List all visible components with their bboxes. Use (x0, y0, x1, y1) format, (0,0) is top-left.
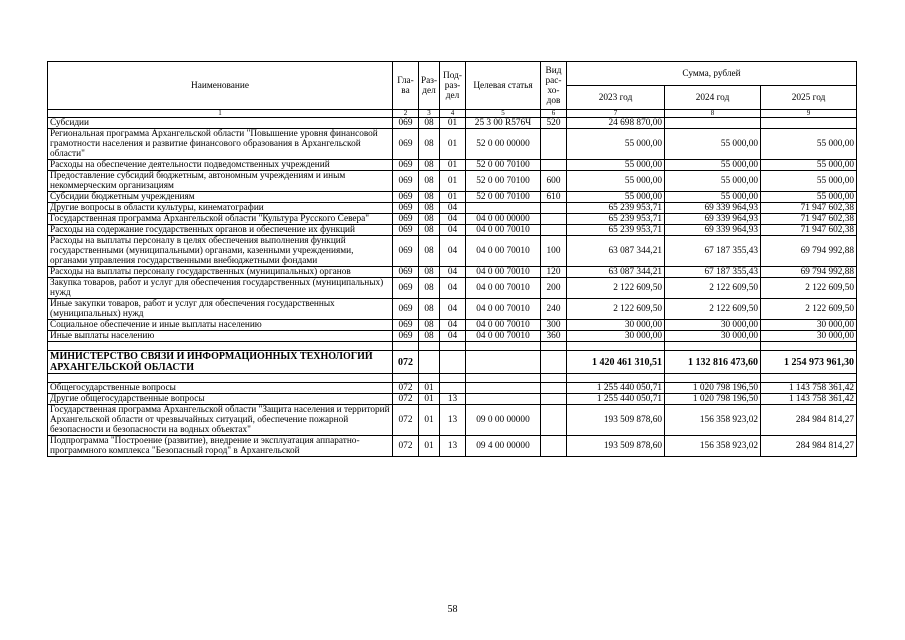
row-name: Закупка товаров, работ и услуг для обеспечения государственных (муниципальных) нужд (48, 278, 393, 299)
row-target-article: 04 0 00 70010 (466, 299, 541, 320)
row-podrazdel: 04 (440, 331, 466, 342)
row-glava: 069 (393, 118, 419, 129)
row-target-article: 52 0 00 70100 (466, 192, 541, 203)
col-number: 3 (419, 110, 440, 118)
row-glava: 069 (393, 278, 419, 299)
table-row (48, 192, 857, 203)
row-name: Расходы на выплаты персоналу государственных (муниципальных) органов (48, 267, 393, 278)
row-sum-2023: 65 239 953,71 (567, 214, 665, 225)
row-target-article (466, 342, 541, 351)
row-sum-2025: 2 122 609,50 (761, 299, 857, 320)
col-number: 6 (541, 110, 567, 118)
row-expense-type: 240 (541, 299, 567, 320)
row-sum-2025: 284 984 814,27 (761, 436, 857, 457)
row-expense-type: 100 (541, 236, 567, 267)
row-razdel: 08 (419, 320, 440, 331)
row-target-article: 04 0 00 70010 (466, 236, 541, 267)
row-target-article: 04 0 00 70010 (466, 320, 541, 331)
row-podrazdel: 01 (440, 160, 466, 171)
row-expense-type (541, 383, 567, 394)
table-row (48, 331, 857, 342)
row-glava: 072 (393, 394, 419, 405)
row-sum-2025: 69 794 992,88 (761, 267, 857, 278)
row-sum-2024: 67 187 355,43 (665, 236, 761, 267)
table-row (48, 203, 857, 214)
row-sum-2024: 2 122 609,50 (665, 299, 761, 320)
header-year-2023: 2023 год (567, 86, 665, 110)
row-podrazdel (440, 383, 466, 394)
row-podrazdel (440, 374, 466, 383)
col-number: 5 (466, 110, 541, 118)
row-expense-type (541, 225, 567, 236)
table-row (48, 351, 857, 374)
row-target-article: 09 0 00 00000 (466, 405, 541, 436)
row-target-article (466, 374, 541, 383)
row-sum-2024: 1 132 816 473,60 (665, 351, 761, 374)
row-podrazdel: 04 (440, 225, 466, 236)
row-sum-2023: 1 420 461 310,51 (567, 351, 665, 374)
row-razdel: 08 (419, 214, 440, 225)
row-target-article: 52 0 00 00000 (466, 129, 541, 160)
row-glava: 069 (393, 320, 419, 331)
row-glava: 072 (393, 436, 419, 457)
row-sum-2024 (665, 118, 761, 129)
row-razdel: 08 (419, 171, 440, 192)
table-row (48, 214, 857, 225)
row-sum-2024 (665, 374, 761, 383)
row-glava: 069 (393, 160, 419, 171)
row-podrazdel: 04 (440, 278, 466, 299)
row-sum-2024: 1 020 798 196,50 (665, 394, 761, 405)
row-target-article: 52 0 00 70100 (466, 171, 541, 192)
col-number: 4 (440, 110, 466, 118)
row-name: Субсидии (48, 118, 393, 129)
row-name: Расходы на обеспечение деятельности подведомственных учреждений (48, 160, 393, 171)
row-expense-type (541, 405, 567, 436)
row-sum-2025: 30 000,00 (761, 320, 857, 331)
row-sum-2023: 1 255 440 050,71 (567, 383, 665, 394)
header-glava: Гла-ва (393, 62, 419, 110)
row-name: Другие общегосударственные вопросы (48, 394, 393, 405)
row-razdel: 08 (419, 192, 440, 203)
row-sum-2025: 2 122 609,50 (761, 278, 857, 299)
row-name (48, 342, 393, 351)
row-razdel: 08 (419, 278, 440, 299)
row-razdel (419, 342, 440, 351)
row-sum-2024: 67 187 355,43 (665, 267, 761, 278)
table-row (48, 171, 857, 192)
page-number: 58 (447, 604, 458, 615)
row-podrazdel: 13 (440, 436, 466, 457)
row-sum-2023: 55 000,00 (567, 129, 665, 160)
row-podrazdel: 01 (440, 118, 466, 129)
row-name: Социальное обеспечение и иные выплаты населению (48, 320, 393, 331)
row-sum-2025: 55 000,00 (761, 129, 857, 160)
row-sum-2025: 55 000,00 (761, 160, 857, 171)
row-razdel: 01 (419, 436, 440, 457)
row-expense-type (541, 129, 567, 160)
row-sum-2024: 55 000,00 (665, 160, 761, 171)
row-glava: 069 (393, 171, 419, 192)
row-expense-type (541, 342, 567, 351)
row-expense-type (541, 160, 567, 171)
row-sum-2025 (761, 374, 857, 383)
row-glava: 069 (393, 267, 419, 278)
row-glava: 069 (393, 214, 419, 225)
row-razdel: 01 (419, 405, 440, 436)
row-podrazdel: 01 (440, 192, 466, 203)
row-sum-2023: 30 000,00 (567, 331, 665, 342)
row-expense-type: 360 (541, 331, 567, 342)
row-sum-2023: 55 000,00 (567, 171, 665, 192)
row-target-article: 04 0 00 70010 (466, 225, 541, 236)
table-row (48, 236, 857, 267)
table-row (48, 394, 857, 405)
blank-row (48, 374, 857, 383)
row-podrazdel: 04 (440, 236, 466, 267)
row-sum-2024 (665, 342, 761, 351)
row-sum-2025 (761, 342, 857, 351)
row-name: Государственная программа Архангельской области "Культура Русского Севера" (48, 214, 393, 225)
row-sum-2024: 30 000,00 (665, 320, 761, 331)
row-glava: 072 (393, 383, 419, 394)
header-podrazdel: Под-раз-дел (440, 62, 466, 110)
row-sum-2023: 63 087 344,21 (567, 267, 665, 278)
row-sum-2025: 71 947 602,38 (761, 225, 857, 236)
row-sum-2023: 2 122 609,50 (567, 278, 665, 299)
row-razdel (419, 351, 440, 374)
row-razdel: 08 (419, 129, 440, 160)
row-sum-2025: 284 984 814,27 (761, 405, 857, 436)
row-name: Государственная программа Архангельской области "Защита населения и территорий Архангельской области от чрезвычайных ситуаций, обеспечение пожарной безопасности и безопасности на водных объектах" (48, 405, 393, 436)
header-vid: Вид рас-хо-дов (541, 62, 567, 110)
row-expense-type (541, 374, 567, 383)
row-glava: 069 (393, 129, 419, 160)
row-podrazdel (440, 342, 466, 351)
row-podrazdel (440, 351, 466, 374)
row-podrazdel: 04 (440, 299, 466, 320)
table-row (48, 267, 857, 278)
header-year-2025: 2025 год (761, 86, 857, 110)
row-expense-type: 200 (541, 278, 567, 299)
row-sum-2023: 2 122 609,50 (567, 299, 665, 320)
row-glava: 069 (393, 299, 419, 320)
row-podrazdel: 01 (440, 129, 466, 160)
row-sum-2024: 55 000,00 (665, 129, 761, 160)
row-sum-2023: 1 255 440 050,71 (567, 394, 665, 405)
row-razdel (419, 374, 440, 383)
row-glava: 069 (393, 331, 419, 342)
row-name: Региональная программа Архангельской области "Повышение уровня финансовой грамотности населения и развитие финансового образования в Архангельской области" (48, 129, 393, 160)
row-sum-2025: 1 143 758 361,42 (761, 383, 857, 394)
table-row (48, 160, 857, 171)
col-number: 1 (48, 110, 393, 118)
row-target-article: 04 0 00 70010 (466, 267, 541, 278)
row-razdel: 08 (419, 267, 440, 278)
row-sum-2023: 193 509 878,60 (567, 436, 665, 457)
row-sum-2023: 193 509 878,60 (567, 405, 665, 436)
row-sum-2023: 55 000,00 (567, 192, 665, 203)
row-expense-type: 610 (541, 192, 567, 203)
row-sum-2025: 1 254 973 961,30 (761, 351, 857, 374)
header-tselevaya: Целевая статья (466, 62, 541, 110)
row-glava: 069 (393, 236, 419, 267)
row-sum-2025: 55 000,00 (761, 192, 857, 203)
row-name: Подпрограмма "Построение (развитие), внедрение и эксплуатация аппаратно-программного комплекса "Безопасный город" в Архангельской (48, 436, 393, 457)
row-razdel: 08 (419, 236, 440, 267)
row-glava: 069 (393, 203, 419, 214)
row-name: МИНИСТЕРСТВО СВЯЗИ И ИНФОРМАЦИОННЫХ ТЕХНОЛОГИЙ АРХАНГЕЛЬСКОЙ ОБЛАСТИ (48, 351, 393, 374)
table-row (48, 129, 857, 160)
row-podrazdel: 04 (440, 214, 466, 225)
row-sum-2023: 24 698 870,00 (567, 118, 665, 129)
row-expense-type: 520 (541, 118, 567, 129)
row-sum-2025: 71 947 602,38 (761, 203, 857, 214)
col-number: 9 (761, 110, 857, 118)
row-target-article: 09 4 00 00000 (466, 436, 541, 457)
header-year-2024: 2024 год (665, 86, 761, 110)
row-razdel: 08 (419, 225, 440, 236)
row-razdel: 08 (419, 299, 440, 320)
row-glava (393, 374, 419, 383)
row-razdel: 01 (419, 383, 440, 394)
row-razdel: 08 (419, 160, 440, 171)
row-sum-2023: 55 000,00 (567, 160, 665, 171)
row-name: Предоставление субсидий бюджетным, автономным учреждениям и иным некоммерческим организациям (48, 171, 393, 192)
row-name: Иные закупки товаров, работ и услуг для обеспечения государственных (муниципальных) нужд (48, 299, 393, 320)
row-podrazdel: 04 (440, 320, 466, 331)
row-target-article: 04 0 00 00000 (466, 214, 541, 225)
row-podrazdel: 04 (440, 267, 466, 278)
row-expense-type: 120 (541, 267, 567, 278)
row-target-article (466, 394, 541, 405)
row-sum-2025 (761, 118, 857, 129)
row-sum-2025: 71 947 602,38 (761, 214, 857, 225)
row-target-article (466, 203, 541, 214)
table-row (48, 436, 857, 457)
row-name: Другие вопросы в области культуры, кинематографии (48, 203, 393, 214)
row-glava: 069 (393, 225, 419, 236)
row-sum-2023: 65 239 953,71 (567, 203, 665, 214)
row-name: Общегосударственные вопросы (48, 383, 393, 394)
row-name: Иные выплаты населению (48, 331, 393, 342)
row-expense-type (541, 351, 567, 374)
row-sum-2024: 156 358 923,02 (665, 405, 761, 436)
row-name: Расходы на выплаты персоналу в целях обеспечения выполнения функций государственными (муниципальными) органами, казенными учреждениями, органами управления государственными внебюджетными фондами (48, 236, 393, 267)
row-glava: 069 (393, 192, 419, 203)
row-expense-type: 600 (541, 171, 567, 192)
col-number: 2 (393, 110, 419, 118)
header-summa: Сумма, рублей (567, 62, 857, 86)
row-expense-type (541, 394, 567, 405)
table-row (48, 405, 857, 436)
row-podrazdel: 13 (440, 394, 466, 405)
row-target-article: 25 3 00 R576Ч (466, 118, 541, 129)
row-razdel: 01 (419, 394, 440, 405)
budget-table (47, 61, 857, 457)
table-body (48, 118, 857, 457)
row-sum-2024: 1 020 798 196,50 (665, 383, 761, 394)
row-sum-2023 (567, 374, 665, 383)
row-glava: 072 (393, 405, 419, 436)
row-sum-2024: 55 000,00 (665, 171, 761, 192)
row-sum-2024: 69 339 964,93 (665, 225, 761, 236)
row-target-article (466, 351, 541, 374)
row-target-article (466, 383, 541, 394)
col-number: 8 (665, 110, 761, 118)
row-sum-2024: 55 000,00 (665, 192, 761, 203)
row-expense-type: 300 (541, 320, 567, 331)
row-razdel: 08 (419, 203, 440, 214)
row-name (48, 374, 393, 383)
row-target-article: 04 0 00 70010 (466, 331, 541, 342)
row-sum-2023: 30 000,00 (567, 320, 665, 331)
table-row (48, 118, 857, 129)
row-expense-type (541, 203, 567, 214)
header-name: Наименование (48, 62, 393, 110)
table-row (48, 225, 857, 236)
row-sum-2024: 30 000,00 (665, 331, 761, 342)
row-razdel: 08 (419, 118, 440, 129)
row-sum-2025: 30 000,00 (761, 331, 857, 342)
col-number: 7 (567, 110, 665, 118)
row-sum-2023: 65 239 953,71 (567, 225, 665, 236)
row-podrazdel: 04 (440, 203, 466, 214)
row-name: Субсидии бюджетным учреждениям (48, 192, 393, 203)
row-glava (393, 342, 419, 351)
table-row (48, 320, 857, 331)
row-sum-2023: 63 087 344,21 (567, 236, 665, 267)
row-target-article: 04 0 00 70010 (466, 278, 541, 299)
table-row (48, 383, 857, 394)
row-target-article: 52 0 00 70100 (466, 160, 541, 171)
table-row (48, 299, 857, 320)
row-podrazdel: 13 (440, 405, 466, 436)
blank-row (48, 342, 857, 351)
row-sum-2024: 2 122 609,50 (665, 278, 761, 299)
row-name: Расходы на содержание государственных органов и обеспечение их функций (48, 225, 393, 236)
header-razdel: Раз-дел (419, 62, 440, 110)
row-razdel: 08 (419, 331, 440, 342)
row-sum-2024: 156 358 923,02 (665, 436, 761, 457)
row-glava: 072 (393, 351, 419, 374)
row-podrazdel: 01 (440, 171, 466, 192)
row-sum-2025: 69 794 992,88 (761, 236, 857, 267)
row-sum-2024: 69 339 964,93 (665, 214, 761, 225)
row-sum-2025: 1 143 758 361,42 (761, 394, 857, 405)
row-sum-2025: 55 000,00 (761, 171, 857, 192)
row-expense-type (541, 214, 567, 225)
row-expense-type (541, 436, 567, 457)
row-sum-2024: 69 339 964,93 (665, 203, 761, 214)
table-row (48, 278, 857, 299)
column-numbers-row (48, 110, 857, 118)
row-sum-2023 (567, 342, 665, 351)
